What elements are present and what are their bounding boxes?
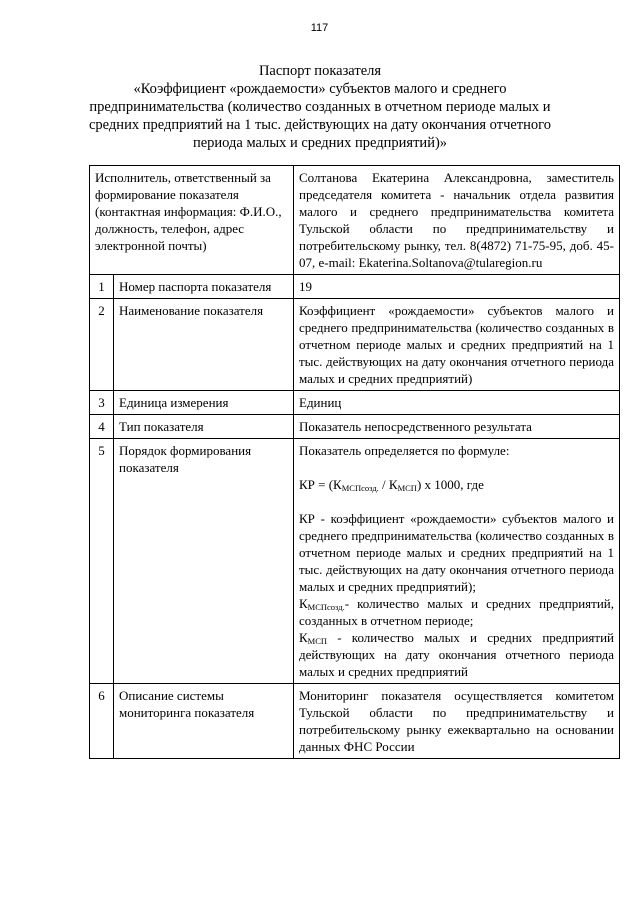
- formula-rhs: ) х 1000, где: [416, 477, 484, 492]
- executor-value: Солтанова Екатерина Александровна, заместитель председателя комитета - начальник отдела развития малого и среднего предпринимательства комитета Тульской области по предпринимательству и потребительскому рынку, тел. 8(4872) 71-75-95, доб. 45-07, e-mail: Ekaterina.Soltanova@tularegion.ru: [294, 166, 620, 275]
- row-value: Коэффициент «рождаемости» субъектов малого и среднего предпринимательства (количество созданных в отчетном периоде малых и средних предприятий на 1 тыс. действующих на дату окончания отчетного периода малых и средних предприятий): [294, 299, 620, 391]
- table-row: [90, 415, 620, 439]
- title-line-4: средних предприятий на 1 тыс. действующих на дату окончания отчетного: [89, 117, 551, 133]
- table-row: [90, 299, 620, 391]
- formula-mid: / К: [378, 477, 398, 492]
- row-value: Мониторинг показателя осуществляется комитетом Тульской области по предпринимательству и потребительскому рынку ежеквартально на основании данных ФНС России: [294, 684, 620, 759]
- def-k-sub: МСП: [307, 636, 328, 646]
- formula-lhs: КР = (К: [299, 477, 342, 492]
- definition-k-active: [299, 629, 614, 680]
- row-number: 5: [90, 439, 114, 684]
- table-row: [90, 684, 620, 759]
- formula-sub-active: МСП: [397, 483, 417, 493]
- def-k-text: - количество малых и средних предприятий, созданных в отчетном периоде;: [299, 596, 614, 628]
- row-label: Тип показателя: [114, 415, 294, 439]
- executor-row: [90, 166, 620, 275]
- title-line-5: периода малых и средних предприятий)»: [192, 135, 448, 151]
- formula-cell: [294, 439, 620, 684]
- row-label: Наименование показателя: [114, 299, 294, 391]
- row-number: 4: [90, 415, 114, 439]
- row-label: Порядок формирования показателя: [114, 439, 294, 684]
- row-value: Показатель непосредственного результата: [294, 415, 620, 439]
- row-value: 19: [294, 275, 620, 299]
- definition-k-created: [299, 595, 614, 629]
- row-label: Описание системы мониторинга показателя: [114, 684, 294, 759]
- executor-label: Исполнитель, ответственный за формирование показателя (контактная информация: Ф.И.О., должность, телефон, адрес электронной почты): [90, 166, 294, 275]
- def-k-text: - количество малых и средних предприятий действующих на дату окончания отчетного периода малых и средних предприятий: [299, 630, 614, 679]
- page-number: 117: [310, 22, 329, 34]
- def-k-symbol: К: [299, 630, 308, 645]
- def-k-symbol: К: [299, 596, 308, 611]
- table-row: [90, 275, 620, 299]
- title-line-3: предпринимательства (количество созданных в отчетном периоде малых и: [89, 99, 551, 115]
- row-label: Номер паспорта показателя: [114, 275, 294, 299]
- row-number: 6: [90, 684, 114, 759]
- title-line-1: Паспорт показателя: [258, 63, 382, 79]
- formula: [299, 476, 614, 493]
- formula-sub-created: МСПсозд.: [341, 483, 379, 493]
- def-k-sub: МСПсозд.: [307, 602, 345, 612]
- formula-intro: Показатель определяется по формуле:: [299, 443, 510, 458]
- title-line-2: «Коэффициент «рождаемости» субъектов малого и среднего: [133, 81, 507, 97]
- passport-table: [89, 165, 620, 759]
- row-number: 1: [90, 275, 114, 299]
- table-row: [90, 439, 620, 684]
- row-number: 2: [90, 299, 114, 391]
- document-title: [70, 62, 570, 152]
- definition-kr: КР - коэффициент «рождаемости» субъектов малого и среднего предпринимательства (количество созданных в отчетном периоде малых и средних предприятий на 1 тыс. действующих на дату окончания отчетного периода малых и средних предприятий);: [299, 511, 614, 594]
- table-row: [90, 391, 620, 415]
- row-value: Единиц: [294, 391, 620, 415]
- row-number: 3: [90, 391, 114, 415]
- row-label: Единица измерения: [114, 391, 294, 415]
